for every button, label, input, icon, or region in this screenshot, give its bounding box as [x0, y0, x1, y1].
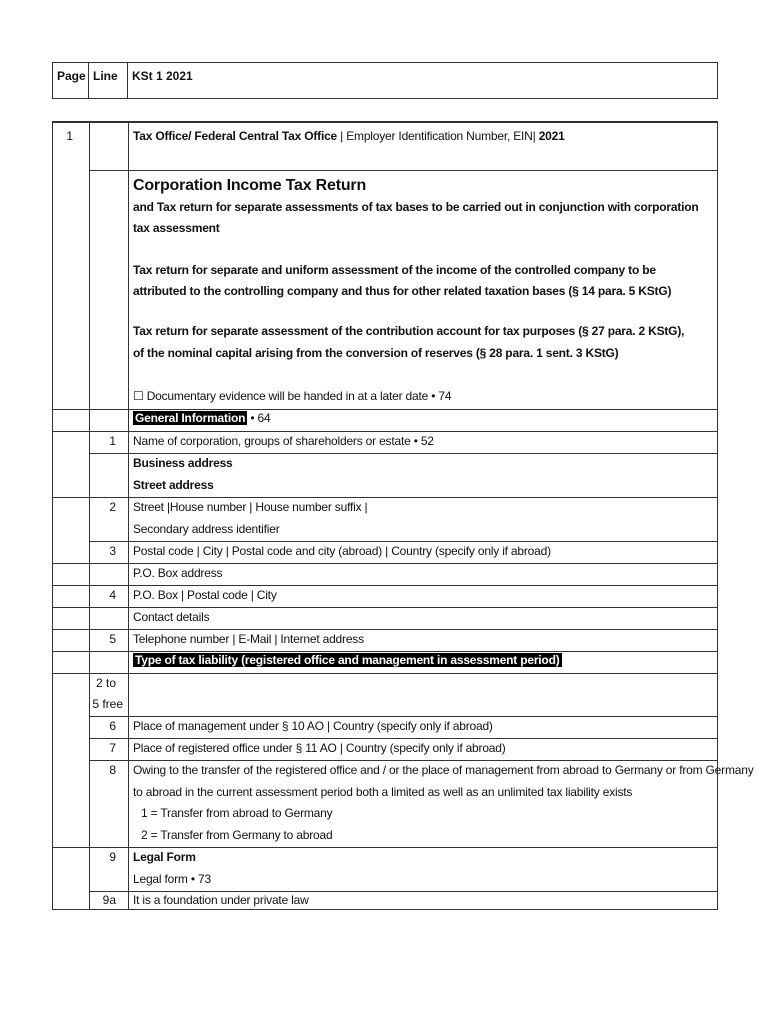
free-lines-label: 5 free	[92, 697, 123, 711]
transfer-option-1[interactable]: 1 = Transfer from abroad to Germany	[141, 806, 333, 820]
intro-paragraph-3a: Tax return for separate assessment of the contribution account for tax purposes (§ 27 para. 2 KStG),	[133, 324, 685, 338]
po-box-heading: P.O. Box address	[133, 566, 223, 580]
foundation-field[interactable]: It is a foundation under private law	[133, 893, 309, 907]
line-number: 2	[109, 500, 116, 514]
row-divider	[53, 673, 717, 674]
row-divider	[89, 891, 717, 892]
tax-office-line	[133, 129, 565, 143]
row-divider	[53, 497, 717, 498]
registered-office-field[interactable]: Place of registered office under § 11 AO | Country (specify only if abroad)	[133, 741, 506, 755]
line-number: 8	[109, 763, 116, 777]
legal-form-field[interactable]: Legal form • 73	[133, 872, 211, 886]
intro-paragraph-1: and Tax return for separate assessments of tax bases to be carried out in conjunction with corporation tax assessment	[133, 200, 699, 235]
tax-liability-heading	[133, 653, 562, 667]
street-field[interactable]: Street |House number | House number suffix |	[133, 500, 368, 514]
business-address-heading: Business address	[133, 456, 233, 470]
form-table	[52, 121, 754, 910]
section-heading: Type of tax liability (registered office and management in assessment period)	[135, 653, 560, 667]
row-divider	[53, 629, 717, 630]
line-number: 7	[109, 741, 116, 755]
row-divider	[89, 716, 717, 717]
ein-label: | Employer Identification Number, EIN|	[337, 129, 539, 143]
intro-paragraph-2: Tax return for separate and uniform assessment of the income of the controlled company to be attributed to the controlling company and thus for other related taxation bases (§ 14 para. 5 KStG)	[133, 263, 672, 298]
row-divider	[89, 738, 717, 739]
line-number: 4	[109, 588, 116, 602]
row-divider	[53, 409, 717, 410]
row-divider	[53, 431, 717, 432]
column-divider	[128, 123, 129, 909]
section-code: • 64	[247, 411, 271, 425]
row-divider	[53, 847, 717, 848]
row-divider	[89, 541, 717, 542]
line-number: 9a	[102, 893, 116, 907]
section-general-information	[133, 411, 270, 425]
row-divider	[53, 651, 717, 652]
contact-field[interactable]: Telephone number | E-Mail | Internet address	[133, 632, 364, 646]
row-divider	[89, 760, 717, 761]
line-number: 3	[109, 544, 116, 558]
line-number: 9	[109, 850, 116, 864]
row-divider	[53, 607, 717, 608]
transfer-question: Owing to the transfer of the registered office and / or the place of management from abroad to Germany or from Germany	[133, 763, 754, 777]
line-number: 1	[109, 434, 116, 448]
section-heading: General Information	[135, 411, 246, 425]
row-divider	[89, 453, 717, 454]
transfer-question-cont: to abroad in the current assessment period both a limited as well as an unlimited tax liability exists	[133, 785, 633, 799]
row-divider	[53, 585, 717, 586]
row-divider	[53, 563, 717, 564]
transfer-option-2[interactable]: 2 = Transfer from Germany to abroad	[141, 828, 333, 842]
place-of-management-field[interactable]: Place of management under § 10 AO | Country (specify only if abroad)	[133, 719, 493, 733]
intro-paragraph-3b: of the nominal capital arising from the conversion of reserves (§ 28 para. 1 sent. 3 KStG)	[133, 346, 619, 360]
po-box-field[interactable]: P.O. Box | Postal code | City	[133, 588, 277, 602]
free-lines-label: 2 to	[95, 676, 116, 690]
page-number: 1	[66, 129, 73, 143]
tax-office-label: Tax Office/ Federal Central Tax Office	[133, 129, 338, 143]
form-code: KSt 1 2021	[132, 69, 193, 83]
secondary-address-field[interactable]: Secondary address identifier	[133, 522, 280, 536]
postal-code-field[interactable]: Postal code | City | Postal code and city (abroad) | Country (specify only if abroad)	[133, 544, 551, 558]
form-header	[52, 62, 718, 99]
evidence-checkbox[interactable]: ☐ Documentary evidence will be handed in at a later date • 74	[133, 389, 452, 403]
contact-details-heading: Contact details	[133, 610, 210, 624]
page-title: Corporation Income Tax Return	[133, 177, 367, 194]
corporation-name-field[interactable]: Name of corporation, groups of shareholders or estate • 52	[133, 434, 434, 448]
line-number: 5	[109, 632, 116, 646]
tax-year: 2021	[538, 129, 565, 143]
row-divider	[89, 170, 717, 171]
page-label: Page	[53, 63, 89, 98]
line-label: Line	[89, 63, 128, 98]
legal-form-heading: Legal Form	[133, 850, 196, 864]
line-number: 6	[109, 719, 116, 733]
street-address-heading: Street address	[133, 478, 214, 492]
column-divider	[89, 123, 90, 909]
